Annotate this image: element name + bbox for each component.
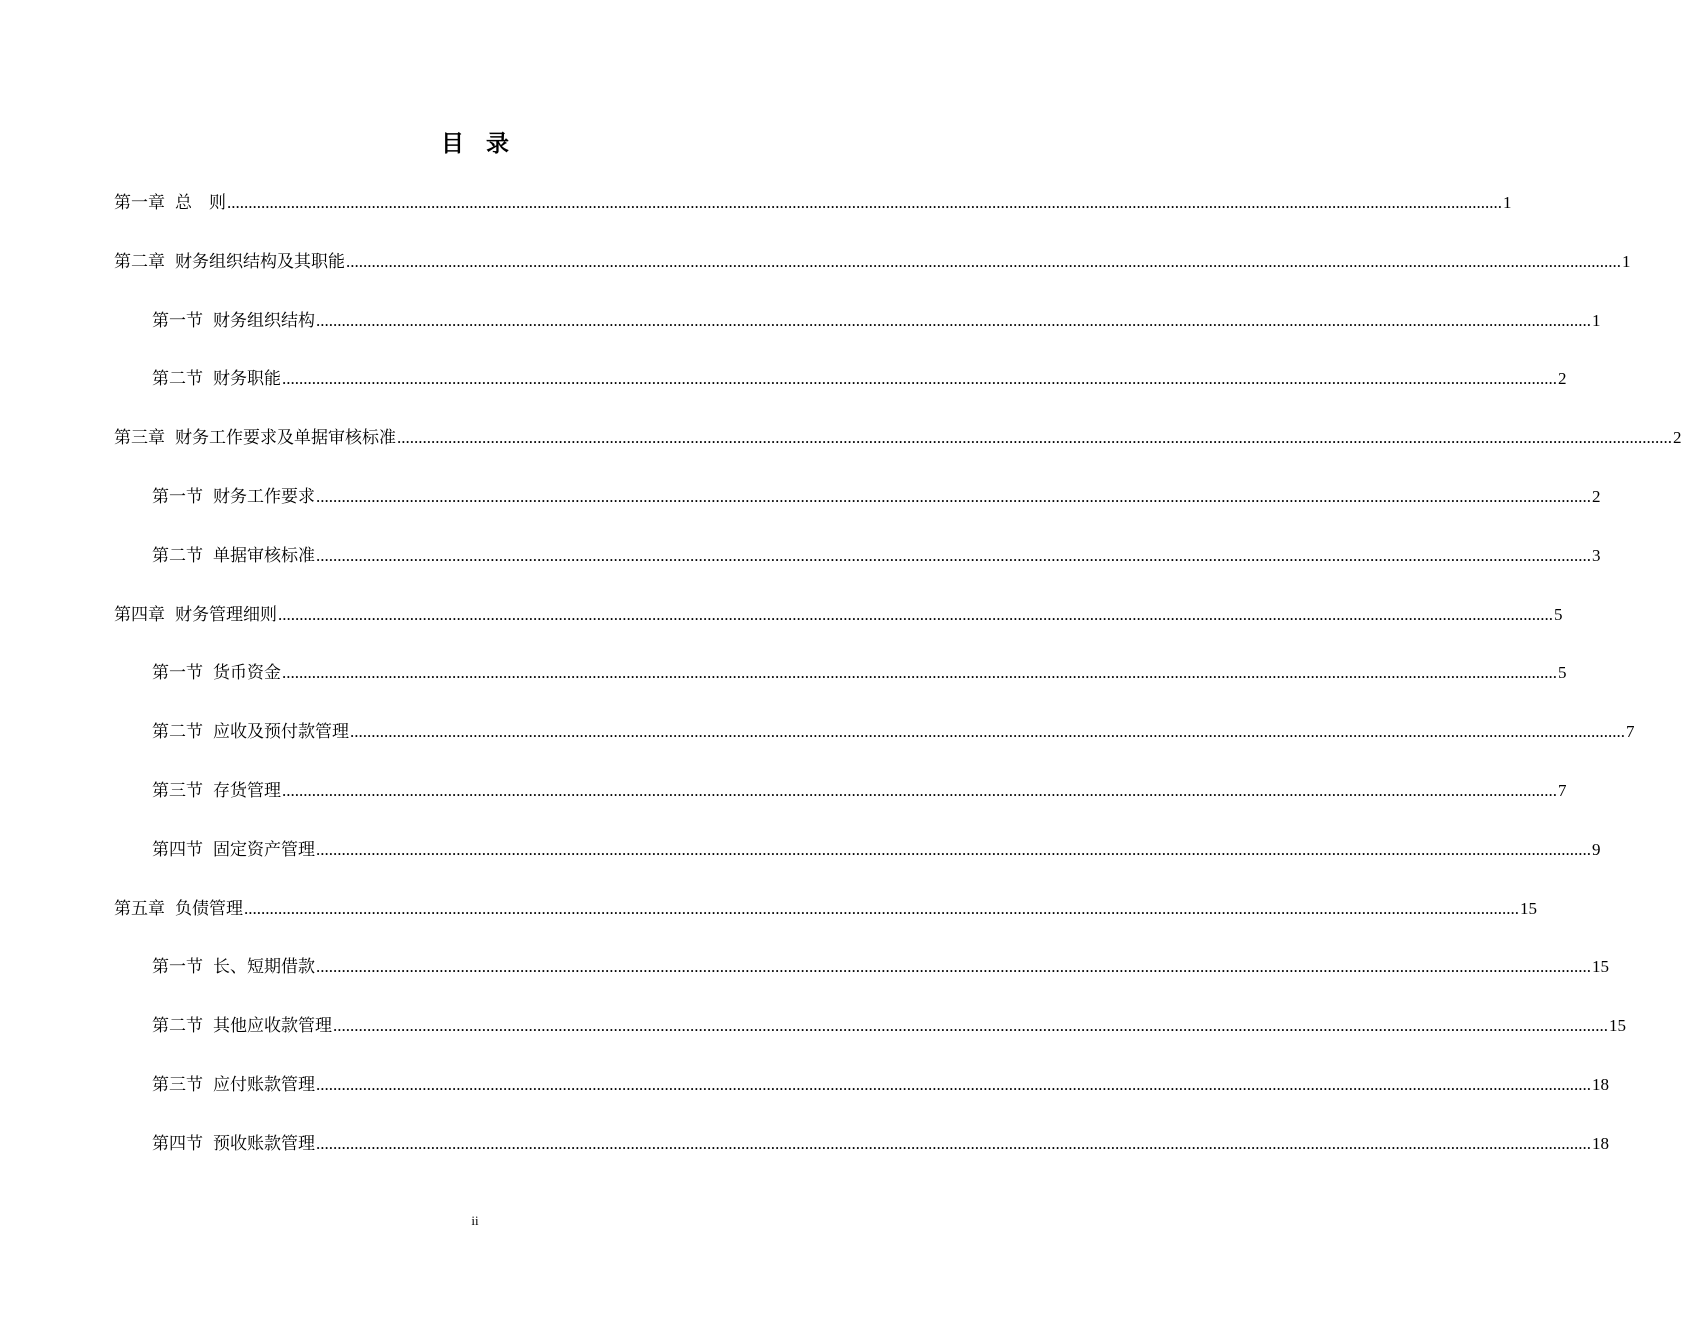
- toc-entry-label: [114, 183, 226, 223]
- toc-dot-leader: ............................................................................................................................................................................................................................................................................................................: [282, 781, 1557, 800]
- toc-entry-number: 第一节: [152, 957, 203, 977]
- toc-entry-heading: 其他应收款管理: [213, 1016, 332, 1036]
- toc-title-part1: 目: [441, 131, 464, 157]
- toc-entry-page-number: 3: [1592, 546, 1601, 565]
- toc-dot-leader: ............................................................................................................................................................................................................................................................................................................: [282, 663, 1557, 682]
- toc-entry-number: 第四节: [152, 1134, 203, 1154]
- toc-dot-leader: ............................................................................................................................................................................................................................................................................................................: [316, 957, 1591, 976]
- toc-entry-page-number: 1: [1622, 252, 1631, 271]
- toc-dot-leader: ............................................................................................................................................................................................................................................................................................................: [350, 722, 1625, 741]
- toc-entry-heading: 财务组织结构: [213, 311, 315, 331]
- toc-entry-heading: 预收账款管理: [213, 1134, 315, 1154]
- toc-entry-number: 第三节: [152, 781, 203, 801]
- toc-entry-page-number: 2: [1673, 428, 1682, 447]
- toc-entry-label: [152, 1065, 315, 1105]
- toc-dot-leader: ............................................................................................................................................................................................................................................................................................................: [227, 193, 1502, 212]
- toc-entry-label: [152, 653, 281, 693]
- toc-entry-heading: 应收及预付款管理: [213, 722, 349, 742]
- toc-entry-page-number: 1: [1592, 311, 1601, 330]
- toc-entry-number: 第二节: [152, 722, 203, 742]
- toc-entry-label: [152, 712, 349, 752]
- toc-entry-page-number: 2: [1558, 369, 1567, 388]
- toc-entry-page-number: 5: [1554, 605, 1563, 624]
- toc-entry[interactable]: [114, 595, 1563, 635]
- toc-entry-page-number: 7: [1626, 722, 1635, 741]
- toc-entry[interactable]: [114, 183, 1512, 223]
- toc-entry-label: [114, 242, 345, 282]
- toc-entry-heading: 长、短期借款: [213, 957, 315, 977]
- toc-entry-page-number: 15: [1592, 957, 1609, 976]
- toc-entry-heading: 财务组织结构及其职能: [175, 252, 345, 272]
- toc-entry-label: [152, 1124, 315, 1164]
- toc-entry-page-number: 5: [1558, 663, 1567, 682]
- toc-entry[interactable]: [152, 947, 1609, 987]
- toc-entry[interactable]: [152, 1006, 1626, 1046]
- toc-entry-heading: 应付账款管理: [213, 1075, 315, 1095]
- toc-entry-page-number: 18: [1592, 1075, 1609, 1094]
- toc-entry-page-number: 1: [1503, 193, 1512, 212]
- toc-entry-number: 第五章: [114, 899, 165, 919]
- toc-entry[interactable]: [114, 889, 1537, 929]
- toc-entry-label: [152, 359, 281, 399]
- toc-entry-heading: 货币资金: [213, 663, 281, 683]
- toc-entry[interactable]: [152, 1124, 1609, 1164]
- toc-entry[interactable]: [114, 418, 1682, 458]
- toc-entry[interactable]: [114, 242, 1631, 282]
- toc-title-part2: 录: [486, 131, 509, 157]
- toc-entry-number: 第二节: [152, 369, 203, 389]
- toc-dot-leader: ............................................................................................................................................................................................................................................................................................................: [346, 252, 1621, 271]
- toc-entry-number: 第三节: [152, 1075, 203, 1095]
- toc-entry-number: 第三章: [114, 428, 165, 448]
- toc-entry-page-number: 15: [1609, 1016, 1626, 1035]
- toc-entry[interactable]: [152, 653, 1567, 693]
- toc-entry-label: [152, 947, 315, 987]
- toc-entry-page-number: 7: [1558, 781, 1567, 800]
- toc-dot-leader: ............................................................................................................................................................................................................................................................................................................: [316, 1075, 1591, 1094]
- toc-entry-number: 第一节: [152, 487, 203, 507]
- toc-entry[interactable]: [152, 830, 1601, 870]
- toc-entry-heading: 财务职能: [213, 369, 281, 389]
- toc-entry[interactable]: [152, 712, 1635, 752]
- toc-entry[interactable]: [152, 771, 1567, 811]
- toc-entry-heading: 财务工作要求: [213, 487, 315, 507]
- toc-entry-heading: 总 则: [175, 193, 226, 213]
- toc-entry[interactable]: [152, 477, 1601, 517]
- toc-entry-label: [114, 418, 396, 458]
- toc-entry-label: [152, 536, 315, 576]
- toc-entry-number: 第二章: [114, 252, 165, 272]
- toc-entry-heading: 单据审核标准: [213, 546, 315, 566]
- toc-entry-label: [152, 301, 315, 341]
- toc-entry-number: 第四节: [152, 840, 203, 860]
- toc-dot-leader: ............................................................................................................................................................................................................................................................................................................: [397, 428, 1672, 447]
- toc-entry[interactable]: [152, 1065, 1609, 1105]
- toc-entry-label: [152, 830, 315, 870]
- toc-entry-number: 第二节: [152, 1016, 203, 1036]
- toc-dot-leader: ............................................................................................................................................................................................................................................................................................................: [282, 369, 1557, 388]
- toc-entry-heading: 负债管理: [175, 899, 243, 919]
- toc-dot-leader: ............................................................................................................................................................................................................................................................................................................: [244, 899, 1519, 918]
- toc-entry-number: 第二节: [152, 546, 203, 566]
- toc-entry-number: 第一节: [152, 311, 203, 331]
- toc-entry-page-number: 18: [1592, 1134, 1609, 1153]
- toc-dot-leader: ............................................................................................................................................................................................................................................................................................................: [316, 311, 1591, 330]
- toc-entry-heading: 存货管理: [213, 781, 281, 801]
- toc-entry-heading: 财务工作要求及单据审核标准: [175, 428, 396, 448]
- toc-entry[interactable]: [152, 301, 1601, 341]
- page-number-footer: ii: [471, 1213, 479, 1228]
- toc-dot-leader: ............................................................................................................................................................................................................................................................................................................: [316, 487, 1591, 506]
- toc-entry-page-number: 9: [1592, 840, 1601, 859]
- toc-entry[interactable]: [152, 359, 1567, 399]
- toc-entry-page-number: 15: [1520, 899, 1537, 918]
- toc-dot-leader: ............................................................................................................................................................................................................................................................................................................: [333, 1016, 1608, 1035]
- toc-entry-number: 第一节: [152, 663, 203, 683]
- toc-entry-page-number: 2: [1592, 487, 1601, 506]
- toc-entry-number: 第四章: [114, 605, 165, 625]
- toc-title: [0, 124, 950, 164]
- toc-entry-label: [152, 771, 281, 811]
- toc-entry-label: [114, 889, 243, 929]
- toc-dot-leader: ............................................................................................................................................................................................................................................................................................................: [316, 840, 1591, 859]
- toc-dot-leader: ............................................................................................................................................................................................................................................................................................................: [316, 1134, 1591, 1153]
- toc-entry-label: [152, 477, 315, 517]
- toc-entry-number: 第一章: [114, 193, 165, 213]
- toc-entry[interactable]: [152, 536, 1601, 576]
- toc-dot-leader: ............................................................................................................................................................................................................................................................................................................: [316, 546, 1591, 565]
- toc-entry-heading: 固定资产管理: [213, 840, 315, 860]
- toc-entry-label: [114, 595, 277, 635]
- toc-entry-heading: 财务管理细则: [175, 605, 277, 625]
- toc-entry-label: [152, 1006, 332, 1046]
- toc-dot-leader: ............................................................................................................................................................................................................................................................................................................: [278, 605, 1553, 624]
